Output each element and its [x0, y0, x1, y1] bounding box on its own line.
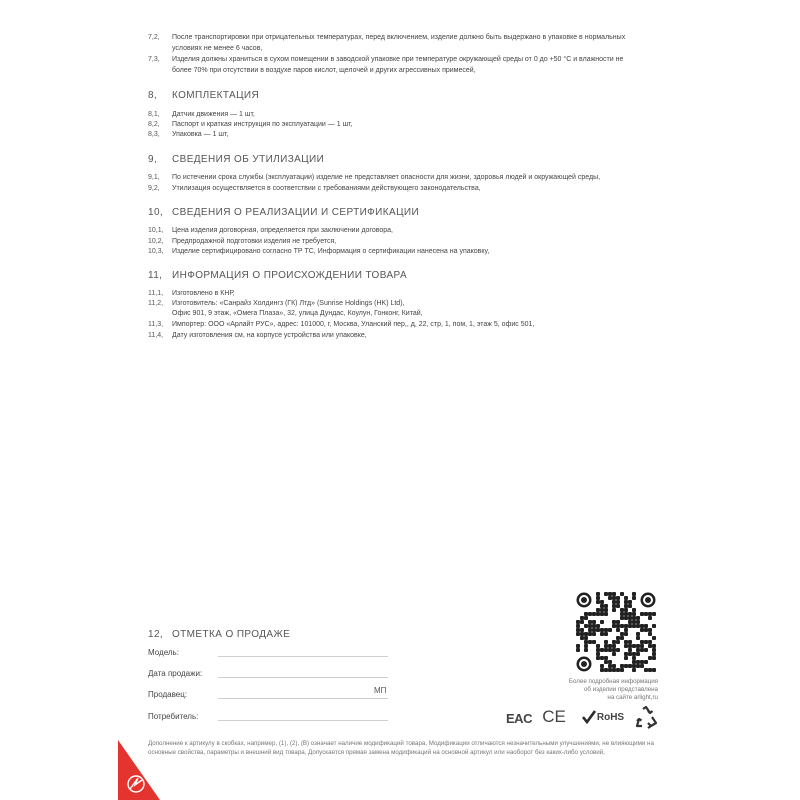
brand-corner-logo-icon: [118, 740, 160, 800]
item-number: 8,3,: [148, 131, 160, 138]
qr-module: [596, 656, 600, 660]
qr-module: [628, 664, 632, 668]
qr-module: [632, 624, 636, 628]
qr-module: [644, 624, 648, 628]
qr-module: [612, 620, 616, 624]
item-text: Дату изготовления см, на корпусе устройства или упаковке,: [172, 332, 367, 339]
qr-module: [600, 600, 604, 604]
qr-module: [576, 644, 580, 648]
seller-label: Продавец:: [148, 690, 188, 699]
qr-module: [648, 640, 652, 644]
qr-module: [640, 612, 644, 616]
item-number: 9,1,: [148, 174, 160, 181]
qr-module: [616, 620, 620, 624]
qr-module: [644, 648, 648, 652]
qr-module: [640, 660, 644, 664]
qr-module: [624, 628, 628, 632]
qr-module: [584, 644, 588, 648]
qr-module: [588, 628, 592, 632]
qr-module: [604, 640, 608, 644]
seller-field-line[interactable]: [218, 698, 388, 699]
qr-module: [588, 620, 592, 624]
qr-module: [592, 640, 596, 644]
qr-module: [616, 624, 620, 628]
qr-note: [540, 678, 658, 702]
qr-module: [608, 644, 612, 648]
qr-module: [580, 616, 584, 620]
qr-module: [632, 592, 636, 596]
qr-module: [632, 608, 636, 612]
section-number: 8,: [148, 90, 158, 101]
qr-module: [600, 612, 604, 616]
item-text: Упаковка — 1 шт,: [172, 131, 229, 138]
checkmark-icon: [582, 710, 596, 724]
qr-module: [596, 608, 600, 612]
item-number: 11,3,: [148, 321, 164, 328]
qr-module: [612, 648, 616, 652]
item-text: После транспортировки при отрицательных температурах, перед включением, изделие должно быть выдержано в упаковке в нормальных условиях не менее 6 часов,: [172, 34, 626, 52]
qr-module: [612, 640, 616, 644]
qr-module: [632, 620, 636, 624]
qr-module: [628, 624, 632, 628]
qr-module: [636, 620, 640, 624]
qr-module: [620, 664, 624, 668]
section-title: КОМПЛЕКТАЦИЯ: [172, 90, 260, 101]
qr-module: [648, 628, 652, 632]
qr-module: [612, 668, 616, 672]
sale-date-field-line[interactable]: [218, 677, 388, 678]
rohs-mark-icon: [578, 706, 628, 728]
qr-module: [596, 624, 600, 628]
qr-module: [612, 600, 616, 604]
qr-module: [632, 644, 636, 648]
qr-module: [596, 644, 600, 648]
item-text: Импортер: ООО «Арлайт РУС», адрес: 101000, г, Москва, Уланский пер,, д, 22, стр, 1, пом, 1, этаж 5, офис 501,: [172, 321, 535, 328]
qr-module: [644, 628, 648, 632]
qr-module: [604, 660, 608, 664]
qr-module: [608, 668, 612, 672]
qr-module: [596, 596, 600, 600]
qr-module: [600, 608, 604, 612]
qr-module: [652, 648, 656, 652]
qr-module: [652, 652, 656, 656]
qr-module: [624, 632, 628, 636]
item-text: Паспорт и краткая инструкция по эксплуатации — 1 шт,: [172, 121, 353, 128]
qr-module: [640, 640, 644, 644]
qr-module: [628, 604, 632, 608]
qr-note-line: об изделии представлена: [583, 686, 658, 693]
qr-module: [604, 644, 608, 648]
eac-mark-icon: [506, 708, 532, 728]
qr-module: [632, 656, 636, 660]
qr-note-line: Более подробная информация: [568, 678, 658, 685]
qr-module: [600, 604, 604, 608]
qr-module: [600, 648, 604, 652]
qr-module: [604, 632, 608, 636]
qr-module: [604, 656, 608, 660]
qr-module: [620, 612, 624, 616]
qr-module: [616, 628, 620, 632]
qr-module: [600, 656, 604, 660]
qr-module: [596, 648, 600, 652]
qr-module: [600, 664, 604, 668]
qr-module: [624, 604, 628, 608]
qr-module: [592, 612, 596, 616]
ce-mark-icon: [538, 706, 570, 728]
item-number: 8,1,: [148, 111, 160, 118]
section-number: 12,: [148, 629, 164, 640]
qr-module: [640, 628, 644, 632]
qr-module: [640, 644, 644, 648]
qr-module: [612, 644, 616, 648]
rohs-mark-text: RoHS: [596, 711, 625, 723]
qr-module: [636, 644, 640, 648]
qr-module: [652, 656, 656, 660]
qr-module: [604, 668, 608, 672]
qr-module: [596, 612, 600, 616]
item-text: Изготовлено в КНР,: [172, 290, 235, 297]
section-number: 10,: [148, 207, 164, 218]
qr-module: [612, 652, 616, 656]
qr-module: [644, 612, 648, 616]
qr-module: [620, 624, 624, 628]
qr-module: [584, 612, 588, 616]
qr-module: [600, 620, 604, 624]
qr-module: [600, 668, 604, 672]
qr-module: [632, 612, 636, 616]
qr-module: [608, 648, 612, 652]
qr-module: [580, 628, 584, 632]
item-number: 8,2,: [148, 121, 160, 128]
qr-module: [580, 620, 584, 624]
qr-module: [652, 668, 656, 672]
qr-module: [616, 640, 620, 644]
qr-module: [612, 608, 616, 612]
qr-module: [636, 616, 640, 620]
item-number: 10,3,: [148, 248, 164, 255]
qr-module: [596, 652, 600, 656]
qr-module: [584, 624, 588, 628]
qr-module: [584, 648, 588, 652]
qr-module: [604, 592, 608, 596]
qr-module: [600, 628, 604, 632]
item-text: Изделие сертифицировано согласно ТР ТС, Информация о сертификации нанесена на упаковку,: [172, 248, 490, 255]
qr-module: [592, 628, 596, 632]
item-text: Изготовитель: «Санрайз Холдингз (ГК) Лтд» (Sunrise Holdings (HK) Ltd),: [172, 300, 405, 307]
qr-module: [596, 600, 600, 604]
qr-module: [592, 624, 596, 628]
qr-module: [600, 632, 604, 636]
item-number: 9,2,: [148, 185, 160, 192]
qr-module: [628, 620, 632, 624]
qr-module: [636, 632, 640, 636]
qr-module: [636, 636, 640, 640]
qr-module: [640, 648, 644, 652]
item-text: По истечении срока службы (эксплуатации) изделие не представляет опасности для жизни, здоровья людей и окружающей среды,: [172, 174, 601, 181]
qr-module: [620, 632, 624, 636]
qr-module: [648, 612, 652, 616]
qr-module: [628, 616, 632, 620]
item-text: Изделия должны храниться в сухом помещении в заводской упаковке при температуре окружающей среды от 0 до +50 °С и влажности не более 70% при отсутствии в воздухе паров кислот, щелочей и других агрессивных примесей,: [172, 56, 624, 74]
qr-module: [620, 592, 624, 596]
qr-module: [620, 668, 624, 672]
consumer-label: Потребитель:: [148, 712, 199, 721]
qr-module: [652, 612, 656, 616]
qr-module: [612, 596, 616, 600]
qr-module: [576, 628, 580, 632]
qr-module: [580, 632, 584, 636]
qr-module: [604, 608, 608, 612]
qr-module: [628, 600, 632, 604]
qr-module: [612, 592, 616, 596]
qr-module: [616, 600, 620, 604]
qr-module: [636, 624, 640, 628]
section-title: ИНФОРМАЦИЯ О ПРОИСХОЖДЕНИИ ТОВАРА: [172, 270, 408, 281]
qr-module: [608, 596, 612, 600]
qr-module: [648, 632, 652, 636]
section-title: ОТМЕТКА О ПРОДАЖЕ: [172, 629, 291, 640]
qr-module: [608, 664, 612, 668]
qr-module: [608, 660, 612, 664]
consumer-field-line[interactable]: [218, 720, 388, 721]
qr-module: [624, 664, 628, 668]
qr-module: [628, 652, 632, 656]
qr-module: [624, 644, 628, 648]
qr-module: [576, 648, 580, 652]
item-number: 11,4,: [148, 332, 164, 339]
qr-module: [628, 612, 632, 616]
qr-module: [588, 640, 592, 644]
section-number: 11,: [148, 270, 163, 281]
qr-module: [652, 636, 656, 640]
qr-module: [588, 624, 592, 628]
qr-module: [620, 616, 624, 620]
qr-module: [624, 656, 628, 660]
qr-module: [588, 632, 592, 636]
qr-module: [636, 660, 640, 664]
item-text: Датчик движения — 1 шт,: [172, 111, 255, 118]
recycle-icon: [634, 705, 658, 729]
qr-module: [620, 608, 624, 612]
item-text: Цена изделия договорная, определяется при заключении договора,: [172, 227, 393, 234]
qr-note-line: на сайте arlight,ru: [607, 694, 658, 701]
qr-module: [632, 660, 636, 664]
section-title: СВЕДЕНИЯ ОБ УТИЛИЗАЦИИ: [172, 154, 325, 165]
qr-module: [632, 652, 636, 656]
item-number: 7,3,: [148, 56, 160, 63]
qr-module: [628, 644, 632, 648]
model-label: Модель:: [148, 648, 179, 657]
qr-module: [584, 616, 588, 620]
qr-module: [624, 640, 628, 644]
qr-module: [616, 604, 620, 608]
qr-module: [608, 592, 612, 596]
item-number: 11,1,: [148, 290, 164, 297]
qr-module: [624, 608, 628, 612]
ce-mark-text: CE: [542, 707, 566, 726]
qr-module: [628, 640, 632, 644]
qr-module: [644, 660, 648, 664]
item-text: Утилизация осуществляется в соответствии с требованиями действующего законодательства,: [172, 185, 481, 192]
qr-module: [596, 592, 600, 596]
qr-module: [588, 612, 592, 616]
qr-module: [576, 620, 580, 624]
qr-module: [624, 600, 628, 604]
stamp-place-label: МП: [374, 686, 387, 695]
qr-module: [636, 664, 640, 668]
qr-module: [632, 616, 636, 620]
qr-module: [624, 652, 628, 656]
qr-module: [652, 644, 656, 648]
eac-mark-text: EAC: [506, 710, 532, 726]
qr-module: [652, 624, 656, 628]
qr-module: [616, 596, 620, 600]
qr-module: [592, 632, 596, 636]
qr-module: [604, 628, 608, 632]
item-number: 10,2,: [148, 238, 164, 245]
qr-module: [632, 596, 636, 600]
qr-module: [580, 636, 584, 640]
qr-module: [592, 620, 596, 624]
qr-module: [612, 624, 616, 628]
qr-module: [648, 668, 652, 672]
item-number: 10,1,: [148, 227, 164, 234]
qr-module: [576, 624, 580, 628]
qr-module: [584, 636, 588, 640]
qr-module: [608, 628, 612, 632]
qr-module: [628, 648, 632, 652]
qr-module: [648, 616, 652, 620]
item-text: Предпродажной подготовки изделия не требуется,: [172, 238, 337, 245]
qr-module: [616, 636, 620, 640]
qr-module: [584, 632, 588, 636]
qr-module: [640, 624, 644, 628]
sale-date-label: Дата продажи:: [148, 669, 203, 678]
section-title: СВЕДЕНИЯ О РЕАЛИЗАЦИИ И СЕРТИФИКАЦИИ: [172, 207, 420, 218]
qr-module: [612, 664, 616, 668]
qr-module: [620, 636, 624, 640]
qr-module: [624, 624, 628, 628]
qr-module: [632, 664, 636, 668]
qr-module: [616, 648, 620, 652]
model-field-line[interactable]: [218, 656, 388, 657]
qr-module: [624, 596, 628, 600]
qr-module: [636, 652, 640, 656]
qr-module: [648, 644, 652, 648]
item-number: 11,2,: [148, 300, 164, 307]
qr-module: [616, 668, 620, 672]
qr-module: [648, 656, 652, 660]
qr-module: [596, 628, 600, 632]
qr-module: [640, 664, 644, 668]
qr-module: [604, 604, 608, 608]
qr-module: [624, 616, 628, 620]
qr-module: [636, 648, 640, 652]
qr-module: [644, 640, 648, 644]
section-number: 9,: [148, 154, 158, 165]
item-number: 7,2,: [148, 34, 160, 41]
qr-module: [604, 612, 608, 616]
footnote: Дополнение к артикулу в скобках, например, (1), (2), (B) означает наличие модификаций товара, Модификации отличаются незначительными улучшениями, не влияющими на основные свойства, параметры и внешний вид товара, Допускается прямая замена модификаций на основной артикул или наоборот без каких-либо условий,: [148, 740, 654, 756]
qr-module: [644, 668, 648, 672]
qr-module: [584, 640, 588, 644]
qr-code[interactable]: [576, 592, 656, 672]
qr-module: [604, 648, 608, 652]
qr-module: [632, 668, 636, 672]
qr-module: [612, 604, 616, 608]
item-text: Офис 901, 9 этаж, «Омега Плаза», 32, улица Дундас, Коулун, Гонконг, Китай,: [172, 310, 423, 317]
qr-module: [576, 632, 580, 636]
qr-module: [624, 612, 628, 616]
